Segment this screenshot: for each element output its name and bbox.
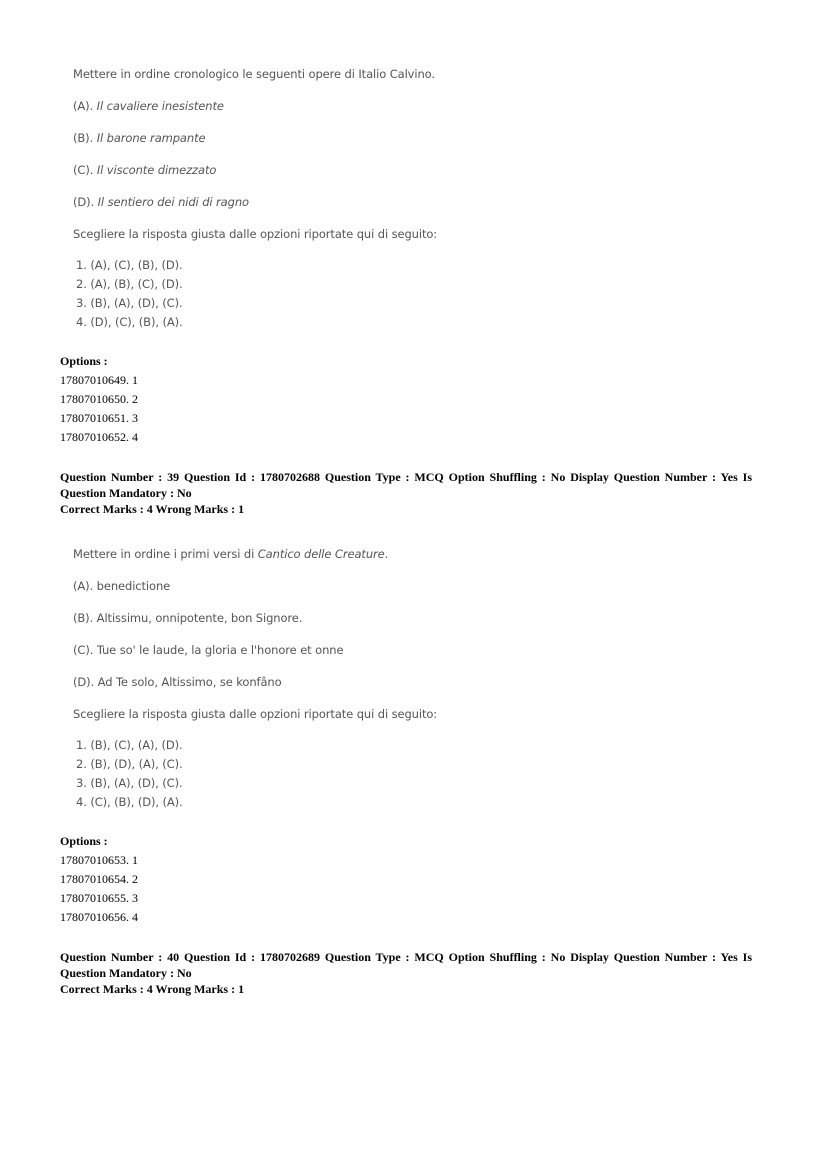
option-id-1: 17807010649. 1 xyxy=(60,373,138,387)
answer-item-c xyxy=(73,163,216,177)
item-title: Il sentiero dei nidi di ragno xyxy=(97,195,249,209)
answer-item-c: (C). Tue so' le laude, la gloria e l'honore et onne xyxy=(73,643,344,657)
answer-item-b: (B). Altissimu, onnipotente, bon Signore. xyxy=(73,611,303,625)
choice-1: 1. (B), (C), (A), (D). xyxy=(76,738,183,752)
choice-4: 4. (D), (C), (B), (A). xyxy=(76,315,183,329)
question-40-marks: Correct Marks : 4 Wrong Marks : 1 xyxy=(60,982,245,996)
item-letter: (D). xyxy=(73,195,98,209)
answer-item-d xyxy=(73,195,249,209)
answer-item-a: (A). benedictione xyxy=(73,579,171,593)
question-40-header: Question Number : 40 Question Id : 1780702689 Question Type : MCQ Option Shuffling : No Display Question Number : Yes Is Question Mandatory : No xyxy=(60,950,752,980)
choice-3: 3. (B), (A), (D), (C). xyxy=(76,296,183,310)
option-id-1: 17807010653. 1 xyxy=(60,853,138,867)
answer-item-d: (D). Ad Te solo, Altissimo, se konfâno xyxy=(73,675,282,689)
question-39-marks: Correct Marks : 4 Wrong Marks : 1 xyxy=(60,502,245,516)
stem-prefix: Mettere in ordine i primi versi di xyxy=(73,547,258,561)
instruction-text: Scegliere la risposta giusta dalle opzioni riportate qui di seguito: xyxy=(73,707,438,721)
choice-2: 2. (A), (B), (C), (D). xyxy=(76,277,183,291)
question-stem xyxy=(73,547,388,561)
choice-1: 1. (A), (C), (B), (D). xyxy=(76,258,183,272)
option-id-4: 17807010652. 4 xyxy=(60,430,138,444)
instruction-text: Scegliere la risposta giusta dalle opzioni riportate qui di seguito: xyxy=(73,227,438,241)
option-id-2: 17807010650. 2 xyxy=(60,392,138,406)
option-id-3: 17807010651. 3 xyxy=(60,411,138,425)
question-stem: Mettere in ordine cronologico le seguenti opere di Italio Calvino. xyxy=(73,67,435,81)
options-label: Options : xyxy=(60,354,108,368)
choice-3: 3. (B), (A), (D), (C). xyxy=(76,776,183,790)
options-label: Options : xyxy=(60,834,108,848)
option-id-3: 17807010655. 3 xyxy=(60,891,138,905)
item-title: Il barone rampante xyxy=(96,131,206,145)
option-id-2: 17807010654. 2 xyxy=(60,872,138,886)
choice-4: 4. (C), (B), (D), (A). xyxy=(76,795,183,809)
answer-item-a xyxy=(73,99,224,113)
choice-2: 2. (B), (D), (A), (C). xyxy=(76,757,183,771)
answer-item-b xyxy=(73,131,205,145)
item-letter: (B). xyxy=(73,131,97,145)
question-39-header: Question Number : 39 Question Id : 1780702688 Question Type : MCQ Option Shuffling : No Display Question Number : Yes Is Question Mandatory : No xyxy=(60,470,752,500)
stem-title: Cantico delle Creature xyxy=(257,547,385,561)
item-letter: (C). xyxy=(73,163,97,177)
option-id-4: 17807010656. 4 xyxy=(60,910,138,924)
item-letter: (A). xyxy=(73,99,97,113)
item-title: Il cavaliere inesistente xyxy=(96,99,224,113)
item-title: Il visconte dimezzato xyxy=(96,163,217,177)
stem-suffix: . xyxy=(384,547,389,561)
